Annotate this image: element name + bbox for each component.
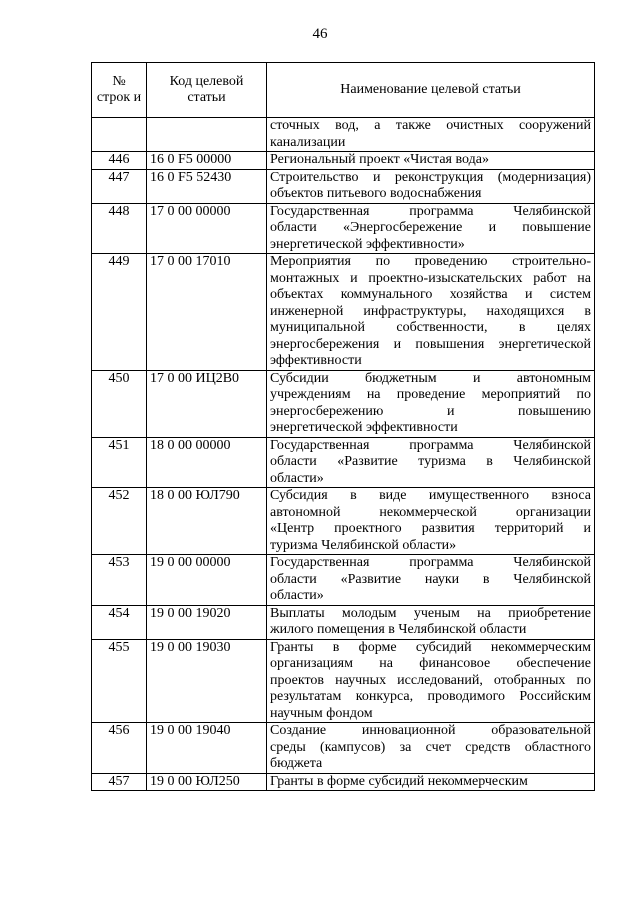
article-name-line: инженерной инфраструктуры, находящихся в (270, 303, 591, 319)
article-name-line: монтажных и проектно-изыскательских работ на (270, 270, 591, 286)
table-row (92, 203, 595, 254)
table-row (92, 254, 595, 371)
article-name-line: учреждениям на проведение мероприятий по (270, 387, 591, 402)
article-name-line: энергосбережения и повышения энергетической (270, 336, 591, 352)
table-row (92, 773, 595, 791)
article-code: 19 0 00 00000 (147, 555, 267, 606)
table-row (92, 555, 595, 606)
row-number: 451 (92, 437, 147, 488)
article-name-line: области «Развитие науки в Челябинской (270, 571, 591, 587)
article-name (267, 203, 595, 254)
article-name-line: туризма Челябинской области» (270, 537, 457, 553)
table-row (92, 723, 595, 774)
article-name-line: энергосбережению и повышению (270, 403, 591, 419)
row-number (92, 118, 147, 152)
article-code: 19 0 00 19040 (147, 723, 267, 774)
article-name-line: «Центр проектного развития территорий и (270, 521, 591, 536)
row-number: 455 (92, 639, 147, 723)
table-row (92, 639, 595, 723)
article-code: 16 0 F5 00000 (147, 152, 267, 170)
table-row (92, 437, 595, 488)
row-number: 446 (92, 152, 147, 170)
article-name-line: области» (270, 588, 324, 603)
article-name-line: бюджета (270, 756, 323, 771)
article-code: 19 0 00 19030 (147, 639, 267, 723)
row-number: 453 (92, 555, 147, 606)
article-name-line: Субсидии бюджетным и автономным (270, 370, 591, 386)
table-row (92, 169, 595, 203)
article-name-line: организациям на финансовое обеспечение (270, 656, 591, 671)
article-name (267, 437, 595, 488)
article-name-line: Гранты в форме субсидий некоммерческим (270, 773, 528, 789)
table-body (92, 118, 595, 791)
article-name-line: объектов питьевого водоснабжения (270, 186, 482, 201)
article-name (267, 723, 595, 774)
article-code (147, 118, 267, 152)
article-name (267, 605, 595, 639)
article-name (267, 118, 595, 152)
table-row (92, 370, 595, 437)
table-header-row (92, 63, 595, 118)
table-row (92, 488, 595, 555)
article-name-line: жилого помещения в Челябинской области (270, 622, 527, 637)
article-name-line: среды (кампусов) за счет средств областного (270, 739, 591, 755)
table-row (92, 605, 595, 639)
row-number: 448 (92, 203, 147, 254)
row-number: 456 (92, 723, 147, 774)
header-article-name: Наименование целевой статьи (267, 63, 595, 118)
article-name-line: эффективности (270, 353, 362, 368)
article-name-line: энергетической эффективности (270, 420, 458, 435)
article-name-line: Мероприятия по проведению строительно- (270, 254, 591, 269)
article-name (267, 555, 595, 606)
table-row (92, 118, 595, 152)
article-name-line: Создание инновационной образовательной (270, 723, 591, 738)
article-name-line: Государственная программа Челябинской (270, 555, 591, 570)
article-name-line: проектов научных исследований, отобранных по (270, 672, 591, 688)
article-name (267, 370, 595, 437)
article-name-line: автономной некоммерческой организации (270, 504, 591, 520)
row-number: 452 (92, 488, 147, 555)
article-name-line: научным фондом (270, 705, 373, 721)
article-code: 17 0 00 17010 (147, 254, 267, 371)
article-name-line: области» (270, 470, 324, 486)
row-number: 450 (92, 370, 147, 437)
article-name-line: Гранты в форме субсидий некоммерческим (270, 639, 591, 655)
header-row-number: № строк и (92, 63, 147, 118)
article-name-line: Выплаты молодым ученым на приобретение (270, 605, 591, 621)
article-name-line: Региональный проект «Чистая вода» (270, 152, 489, 167)
page-number: 46 (312, 26, 328, 42)
article-name-line: результатам конкурса, проводимого Российским (270, 689, 591, 704)
table-row (92, 152, 595, 170)
article-code: 18 0 00 ЮЛ790 (147, 488, 267, 555)
article-name-line: области «Развитие туризма в Челябинской (270, 454, 591, 469)
article-code: 17 0 00 00000 (147, 203, 267, 254)
article-name-line: энергетической эффективности» (270, 236, 465, 252)
target-articles-table (91, 62, 595, 791)
article-name (267, 488, 595, 555)
article-code: 19 0 00 ЮЛ250 (147, 773, 267, 791)
article-name (267, 152, 595, 170)
article-code: 18 0 00 00000 (147, 437, 267, 488)
article-name-line: Субсидия в виде имущественного взноса (270, 488, 591, 503)
article-name-line: Государственная программа Челябинской (270, 437, 591, 453)
article-code: 16 0 F5 52430 (147, 169, 267, 203)
article-code: 19 0 00 19020 (147, 605, 267, 639)
row-number: 457 (92, 773, 147, 791)
article-name-line: сточных вод, а также очистных сооружений (270, 118, 591, 133)
row-number: 454 (92, 605, 147, 639)
article-name-line: области «Энергосбережение и повышение (270, 220, 591, 235)
row-number: 447 (92, 169, 147, 203)
article-name (267, 254, 595, 371)
article-name-line: объектах коммунального хозяйства и систем (270, 287, 591, 302)
row-number: 449 (92, 254, 147, 371)
article-name-line: Строительство и реконструкция (модернизация) (270, 169, 591, 185)
article-name (267, 169, 595, 203)
header-article-code: Код целевой статьи (147, 63, 267, 118)
article-name-line: Государственная программа Челябинской (270, 203, 591, 219)
article-code: 17 0 00 ИЦ2В0 (147, 370, 267, 437)
article-name-line: канализации (270, 134, 346, 150)
article-name (267, 639, 595, 723)
article-name-line: муниципальной собственности, в целях (270, 320, 591, 335)
article-name (267, 773, 595, 791)
